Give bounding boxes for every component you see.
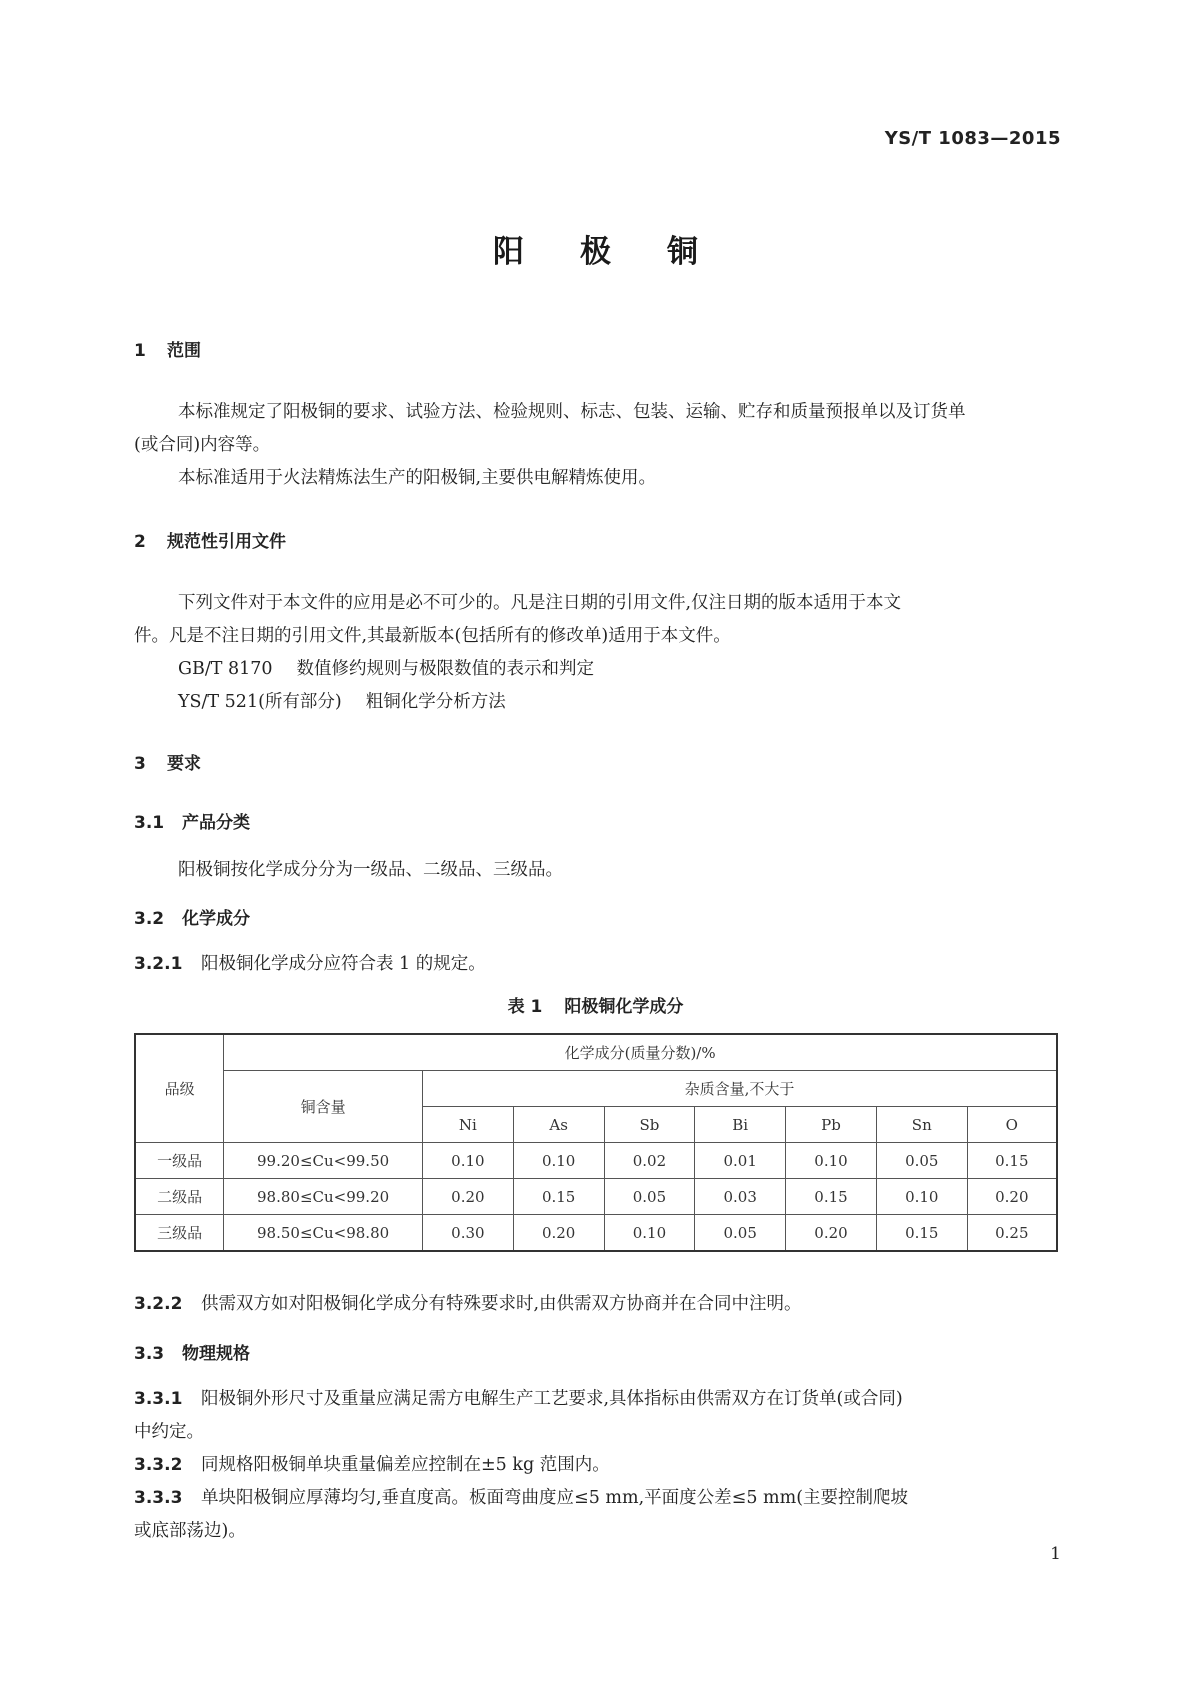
clause-3-2-2 bbox=[134, 1290, 802, 1315]
reference-code: YS/T 521(所有部分) bbox=[178, 692, 342, 712]
value-cell: 0.15 bbox=[967, 1143, 1057, 1179]
grade-cell: 一级品 bbox=[135, 1143, 224, 1179]
section-title: 产品分类 bbox=[182, 813, 250, 833]
value-cell: 0.15 bbox=[786, 1179, 877, 1215]
value-cell: 0.20 bbox=[422, 1179, 513, 1215]
table-row bbox=[135, 1215, 1057, 1252]
clause-number: 3.3.3 bbox=[134, 1488, 183, 1508]
section-3-2-heading bbox=[134, 904, 250, 929]
reference-title: 粗铜化学分析方法 bbox=[365, 692, 506, 712]
grade-cell: 三级品 bbox=[135, 1215, 224, 1252]
references-paragraph-line-1: 下列文件对于本文件的应用是必不可少的。凡是注日期的引用文件,仅注日期的版本适用于本文 bbox=[178, 593, 902, 613]
section-1-heading bbox=[134, 336, 201, 361]
clause-text-line-1: 单块阳极铜应厚薄均匀,垂直度高。板面弯曲度应≤5 mm,平面度公差≤5 mm(主要控制爬坡 bbox=[201, 1488, 909, 1508]
chemical-composition-table bbox=[134, 1033, 1058, 1252]
section-number: 3 bbox=[134, 754, 146, 774]
clause-3-3-3-line-2: 或底部荡边)。 bbox=[134, 1521, 246, 1541]
section-title: 规范性引用文件 bbox=[167, 532, 286, 552]
clause-3-2-1 bbox=[134, 950, 486, 975]
value-cell: 0.20 bbox=[967, 1179, 1057, 1215]
clause-3-3-2 bbox=[134, 1451, 610, 1476]
reference-code: GB/T 8170 bbox=[178, 659, 273, 679]
value-cell: 0.10 bbox=[422, 1143, 513, 1179]
document-title: 阳极铜 bbox=[493, 234, 754, 270]
references-paragraph-line-2: 件。凡是不注日期的引用文件,其最新版本(包括所有的修改单)适用于本文件。 bbox=[134, 626, 731, 646]
header-sb: Sb bbox=[604, 1107, 695, 1143]
reference-item-2 bbox=[178, 688, 506, 713]
clause-3-3-1-line-2: 中约定。 bbox=[134, 1422, 204, 1442]
clause-number: 3.2.1 bbox=[134, 954, 183, 974]
clause-3-3-1 bbox=[134, 1385, 903, 1410]
reference-title: 数值修约规则与极限数值的表示和判定 bbox=[296, 659, 595, 679]
header-ni: Ni bbox=[422, 1107, 513, 1143]
clause-text: 供需双方如对阳极铜化学成分有特殊要求时,由供需双方协商并在合同中注明。 bbox=[201, 1294, 802, 1314]
value-cell: 0.03 bbox=[695, 1179, 786, 1215]
clause-text-line-1: 阳极铜外形尺寸及重量应满足需方电解生产工艺要求,具体指标由供需双方在订货单(或合同) bbox=[201, 1389, 903, 1409]
clause-text: 同规格阳极铜单块重量偏差应控制在±5 kg 范围内。 bbox=[201, 1455, 610, 1475]
value-cell: 0.15 bbox=[513, 1179, 604, 1215]
value-cell: 0.30 bbox=[422, 1215, 513, 1252]
section-number: 3.2 bbox=[134, 909, 165, 929]
section-number: 3.3 bbox=[134, 1344, 165, 1364]
table-1-caption bbox=[0, 992, 1191, 1017]
header-impurity: 杂质含量,不大于 bbox=[422, 1071, 1057, 1107]
clause-number: 3.3.1 bbox=[134, 1389, 183, 1409]
header-sn: Sn bbox=[876, 1107, 967, 1143]
table-caption-number: 表 1 bbox=[507, 997, 543, 1017]
header-bi: Bi bbox=[695, 1107, 786, 1143]
section-3-heading bbox=[134, 749, 201, 774]
standard-code: YS/T 1083—2015 bbox=[884, 128, 1061, 149]
table-row bbox=[135, 1179, 1057, 1215]
clause-3-3-3 bbox=[134, 1484, 908, 1509]
scope-paragraph-line-2: (或合同)内容等。 bbox=[134, 435, 271, 455]
section-title: 要求 bbox=[167, 754, 201, 774]
table-row bbox=[135, 1143, 1057, 1179]
clause-text: 阳极铜化学成分应符合表 1 的规定。 bbox=[201, 954, 486, 974]
value-cell: 0.10 bbox=[604, 1215, 695, 1252]
value-cell: 0.10 bbox=[876, 1179, 967, 1215]
header-grade: 品级 bbox=[135, 1034, 224, 1143]
value-cell: 0.10 bbox=[786, 1143, 877, 1179]
value-cell: 0.25 bbox=[967, 1215, 1057, 1252]
header-as: As bbox=[513, 1107, 604, 1143]
header-pb: Pb bbox=[786, 1107, 877, 1143]
table-caption-title: 阳极铜化学成分 bbox=[564, 997, 684, 1017]
value-cell: 0.02 bbox=[604, 1143, 695, 1179]
value-cell: 0.20 bbox=[513, 1215, 604, 1252]
grade-cell: 二级品 bbox=[135, 1179, 224, 1215]
scope-paragraph-line-1: 本标准规定了阳极铜的要求、试验方法、检验规则、标志、包装、运输、贮存和质量预报单以及订货单 bbox=[178, 402, 966, 422]
value-cell: 0.05 bbox=[695, 1215, 786, 1252]
header-composition: 化学成分(质量分数)/% bbox=[224, 1034, 1057, 1071]
section-title: 物理规格 bbox=[182, 1344, 250, 1364]
cu-cell: 99.20≤Cu<99.50 bbox=[224, 1143, 423, 1179]
section-title: 化学成分 bbox=[182, 909, 250, 929]
header-o: O bbox=[967, 1107, 1057, 1143]
header-cu-content: 铜含量 bbox=[224, 1071, 423, 1143]
cu-cell: 98.80≤Cu<99.20 bbox=[224, 1179, 423, 1215]
value-cell: 0.01 bbox=[695, 1143, 786, 1179]
value-cell: 0.05 bbox=[876, 1143, 967, 1179]
cu-cell: 98.50≤Cu<98.80 bbox=[224, 1215, 423, 1252]
section-number: 2 bbox=[134, 532, 146, 552]
clause-number: 3.2.2 bbox=[134, 1294, 183, 1314]
value-cell: 0.20 bbox=[786, 1215, 877, 1252]
section-number: 1 bbox=[134, 341, 146, 361]
section-2-heading bbox=[134, 527, 286, 552]
reference-item-1 bbox=[178, 655, 594, 680]
page-number: 1 bbox=[1050, 1544, 1061, 1564]
clause-number: 3.3.2 bbox=[134, 1455, 183, 1475]
section-3-1-heading bbox=[134, 808, 250, 833]
value-cell: 0.10 bbox=[513, 1143, 604, 1179]
classification-paragraph: 阳极铜按化学成分分为一级品、二级品、三级品。 bbox=[178, 860, 563, 880]
scope-paragraph-2: 本标准适用于火法精炼法生产的阳极铜,主要供电解精炼使用。 bbox=[178, 468, 657, 488]
section-3-3-heading bbox=[134, 1339, 250, 1364]
value-cell: 0.15 bbox=[876, 1215, 967, 1252]
value-cell: 0.05 bbox=[604, 1179, 695, 1215]
section-number: 3.1 bbox=[134, 813, 165, 833]
section-title: 范围 bbox=[167, 341, 201, 361]
